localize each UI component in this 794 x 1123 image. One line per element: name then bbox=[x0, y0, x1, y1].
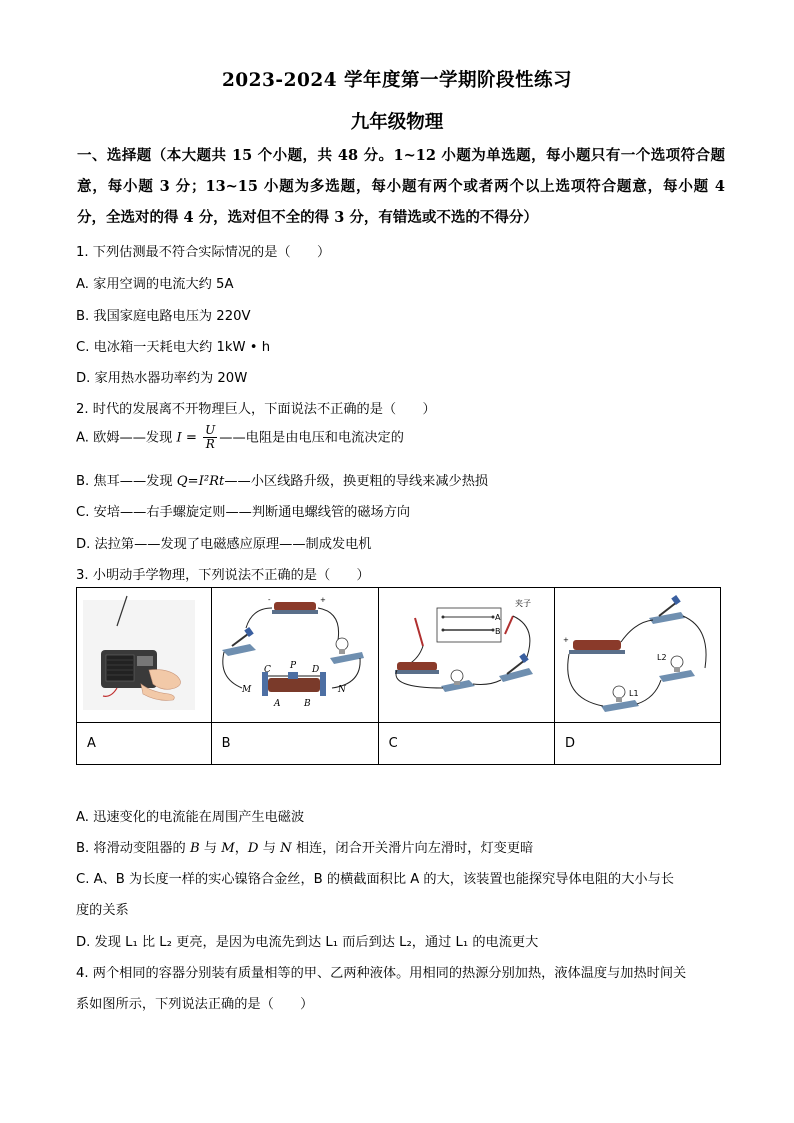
q3-option-d: D. 发现 L₁ 比 L₂ 更亮，是因为电流先到达 L₁ 而后到达 L₂，通过 L₁ 的电流更大 bbox=[76, 935, 539, 950]
q2-b-suffix: ——小区线路升级，换更粗的导线来减少热损 bbox=[224, 474, 489, 489]
q3-b-prefix: B. 将滑动变阻器的 bbox=[76, 841, 190, 856]
figure-label-b: B bbox=[211, 723, 378, 765]
wire-resistance-figure bbox=[379, 588, 547, 722]
q2-a-equals: = bbox=[181, 430, 202, 446]
q3-b-text-2: ， bbox=[234, 841, 248, 856]
exam-title: 2023-2024 学年度第一学期阶段性练习 bbox=[221, 70, 573, 91]
q2-a-prefix: A. 欧姆——发现 bbox=[76, 430, 173, 446]
rheostat-slider-p: P bbox=[289, 661, 296, 671]
q3-b-suffix: 相连，闭合开关滑片向左滑时，灯变更暗 bbox=[291, 841, 534, 856]
wire-label-b: B bbox=[494, 627, 501, 636]
q3-b-var-m: M bbox=[221, 841, 235, 856]
q3-figure-table bbox=[76, 587, 721, 765]
q3-figure-a bbox=[77, 588, 212, 723]
q4-line2: 系如图所示，下列说法正确的是（ ） bbox=[76, 997, 314, 1012]
q2-a-suffix: ——电阻是由电压和电流决定的 bbox=[219, 430, 404, 446]
q3-b-var-d: D bbox=[247, 841, 259, 856]
svg-text:+: + bbox=[563, 636, 569, 644]
q1-stem: 1. 下列估测最不符合实际情况的是（ ） bbox=[76, 245, 331, 260]
section-heading: 一、选择题（本大题共 15 个小题，共 48 分。1~12 小题为单选题，每小题只有一个选项符合题意，每小题 3 分；13~15 小题为多选题，每小题有两个或者两个以上选项符合题意，每小题 4 分，全选对的得 4 分，选对但不全的得 3 分，有错选或不选的不得分） bbox=[77, 147, 725, 226]
figure-label-c: C bbox=[378, 723, 554, 765]
series-lamps-figure bbox=[555, 588, 713, 722]
q2-option-d: D. 法拉第——发现了电磁感应原理——制成发电机 bbox=[76, 537, 372, 552]
q1-option-c: C. 电冰箱一天耗电大约 1kW • h bbox=[76, 340, 271, 355]
q2-option-b bbox=[76, 470, 488, 489]
q3-b-text-1: 与 bbox=[199, 841, 222, 856]
q2-option-a bbox=[76, 424, 404, 451]
q2-a-formula-i: I bbox=[176, 430, 182, 446]
q1-option-d: D. 家用热水器功率约为 20W bbox=[76, 371, 248, 386]
q3-figure-d bbox=[555, 588, 721, 723]
q2-b-formula: Q=I²Rt bbox=[176, 474, 225, 489]
wire-label-a: A bbox=[494, 613, 501, 622]
lamp-label-l2: L2 bbox=[657, 653, 667, 662]
rheostat-circuit-figure bbox=[212, 588, 371, 722]
q2-b-prefix: B. 焦耳——发现 bbox=[76, 474, 177, 489]
q3-option-b bbox=[76, 837, 533, 856]
q2-option-c: C. 安培——右手螺旋定则——判断通电螺线管的磁场方向 bbox=[76, 505, 411, 520]
clip-label: 夹子 bbox=[514, 599, 531, 608]
q2-a-numerator: U bbox=[205, 423, 216, 437]
q3-figure-b bbox=[211, 588, 378, 723]
wire-end-m: M bbox=[241, 685, 251, 695]
exam-subtitle: 九年级物理 bbox=[350, 112, 444, 133]
rheostat-terminal-a: A bbox=[273, 699, 281, 709]
svg-text:+: + bbox=[319, 596, 326, 604]
q2-a-denominator: R bbox=[205, 437, 215, 451]
q4-line1: 4. 两个相同的容器分别装有质量相等的甲、乙两种液体。用相同的热源分别加热，液体温度与加热时间关 bbox=[76, 966, 687, 981]
wire-end-n: N bbox=[337, 685, 346, 695]
radio-battery-figure bbox=[77, 588, 205, 722]
q3-option-c-line1: C. A、B 为长度一样的实心镍铬合金丝，B 的横截面积比 A 的大，该装置也能探究导体电阻的大小与长 bbox=[76, 872, 674, 887]
q3-option-c-line2: 度的关系 bbox=[76, 903, 129, 918]
q1-option-a: A. 家用空调的电流大约 5A bbox=[76, 277, 234, 292]
lamp-label-l1: L1 bbox=[629, 689, 639, 698]
q2-stem: 2. 时代的发展离不开物理巨人，下面说法不正确的是（ ） bbox=[76, 402, 436, 417]
figure-label-a: A bbox=[77, 723, 212, 765]
q3-option-a: A. 迅速变化的电流能在周围产生电磁波 bbox=[76, 810, 305, 825]
q3-b-var-n: N bbox=[280, 841, 292, 856]
q3-figure-c bbox=[378, 588, 554, 723]
q1-option-b: B. 我国家庭电路电压为 220V bbox=[76, 309, 251, 324]
rheostat-terminal-c: C bbox=[263, 665, 271, 675]
rheostat-terminal-b: B bbox=[303, 699, 311, 709]
q3-b-text-3: 与 bbox=[258, 841, 281, 856]
q3-b-var-b: B bbox=[189, 841, 200, 856]
svg-text:-: - bbox=[267, 596, 271, 604]
q2-a-fraction bbox=[203, 424, 217, 451]
q3-stem: 3. 小明动手学物理，下列说法不正确的是（ ） bbox=[76, 568, 370, 583]
rheostat-terminal-d: D bbox=[311, 665, 319, 675]
figure-label-d: D bbox=[555, 723, 721, 765]
